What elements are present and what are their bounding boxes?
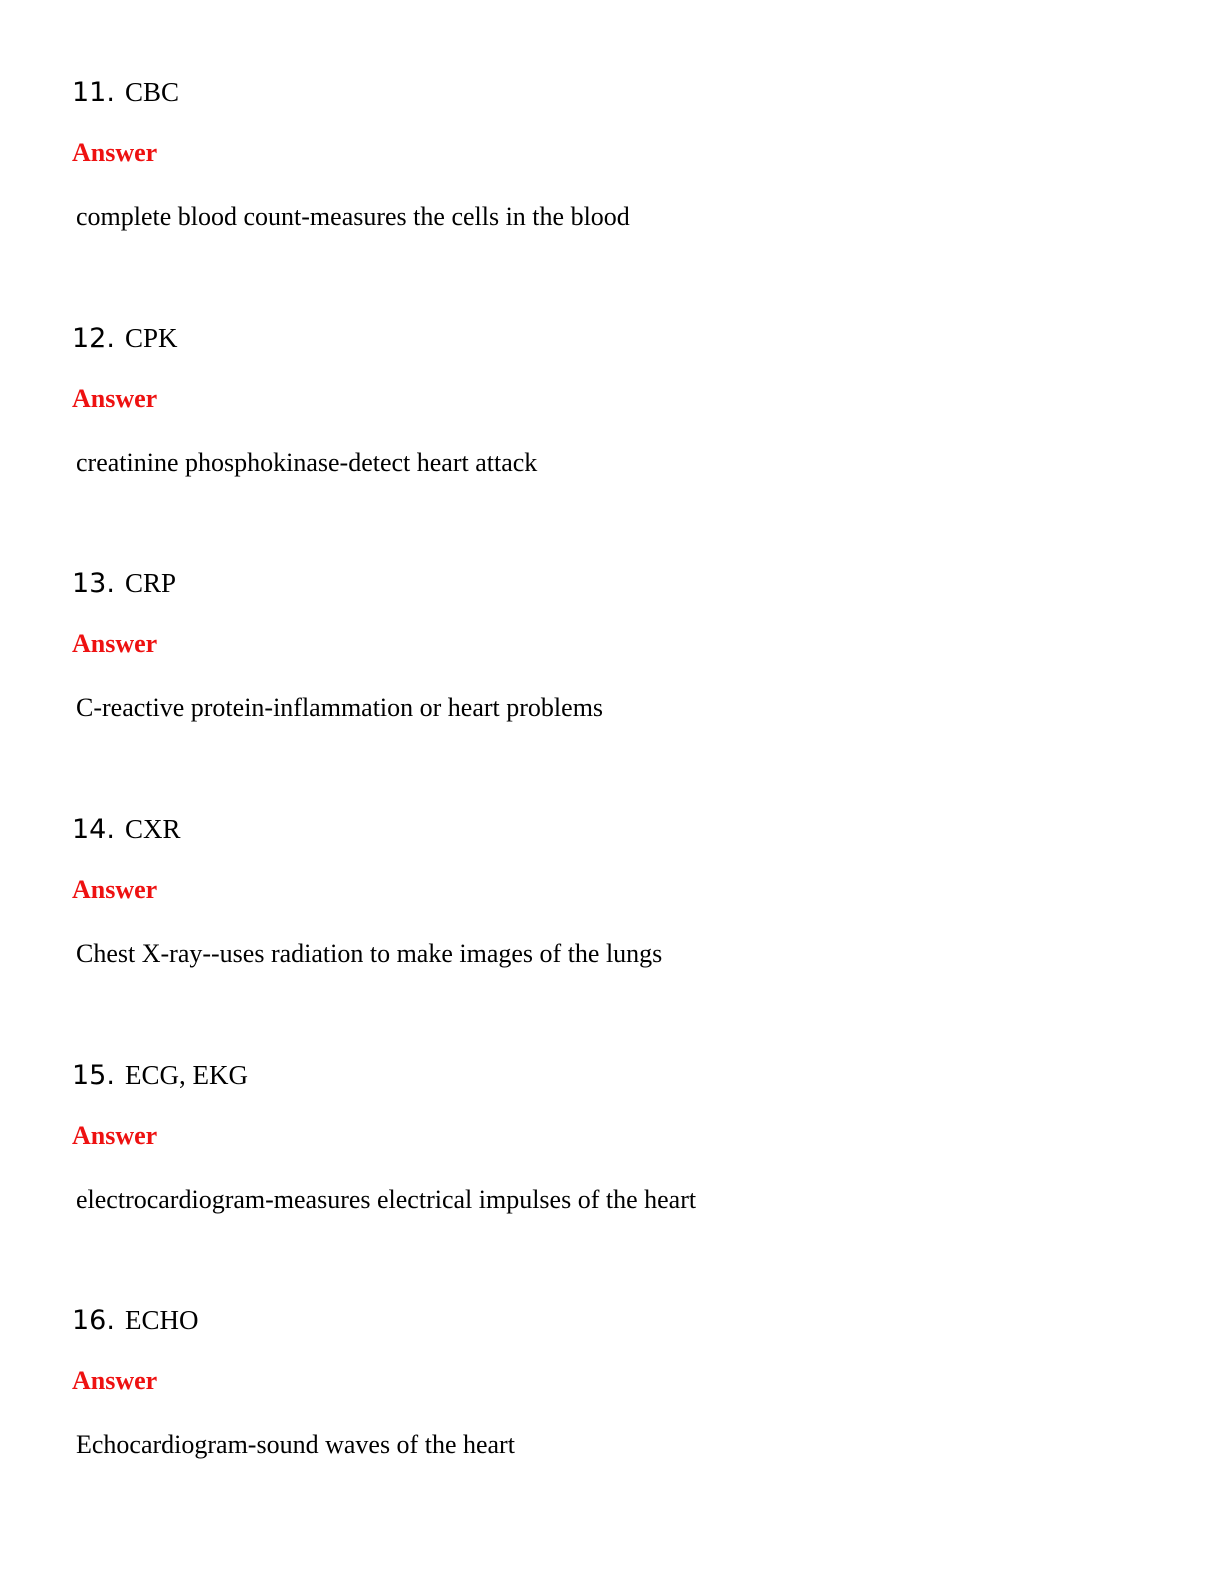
- question-item-14: [72, 809, 1152, 1009]
- question-line: [72, 563, 176, 603]
- answer-text: Echocardiogram-sound waves of the heart: [76, 1430, 515, 1459]
- answer-text: C-reactive protein-inflammation or heart problems: [76, 693, 604, 722]
- question-number: 16.: [72, 1305, 115, 1336]
- question-line: [72, 318, 177, 358]
- answer-label: Answer: [72, 138, 158, 167]
- question-item-13: [72, 563, 1152, 763]
- answer-text: Chest X-ray--uses radiation to make images of the lungs: [76, 939, 663, 968]
- question-number: 12.: [72, 323, 115, 354]
- question-term: CPK: [124, 323, 178, 353]
- answer-text: complete blood count-measures the cells in the blood: [76, 202, 630, 231]
- question-line: [72, 1055, 248, 1095]
- question-number: 15.: [72, 1060, 115, 1091]
- question-item-15: [72, 1055, 1152, 1255]
- answer-text: creatinine phosphokinase-detect heart attack: [76, 448, 538, 477]
- answer-label: Answer: [72, 875, 158, 904]
- answer-text: electrocardiogram-measures electrical impulses of the heart: [76, 1185, 697, 1214]
- answer-label: Answer: [72, 1121, 158, 1150]
- question-line: [72, 809, 180, 849]
- question-term: CRP: [124, 568, 176, 598]
- question-item-16: [72, 1300, 1152, 1500]
- answer-label: Answer: [72, 1366, 158, 1395]
- question-line: [72, 1300, 198, 1340]
- question-term: ECHO: [124, 1305, 199, 1335]
- question-item-12: [72, 318, 1152, 518]
- question-number: 14.: [72, 814, 115, 845]
- question-line: [72, 72, 179, 112]
- answer-label: Answer: [72, 629, 158, 658]
- question-term: ECG, EKG: [124, 1060, 248, 1090]
- question-term: CBC: [124, 77, 179, 107]
- answer-label: Answer: [72, 384, 158, 413]
- question-number: 13.: [72, 568, 115, 599]
- question-item-11: [72, 72, 1152, 272]
- question-term: CXR: [124, 814, 181, 844]
- question-number: 11.: [72, 77, 115, 108]
